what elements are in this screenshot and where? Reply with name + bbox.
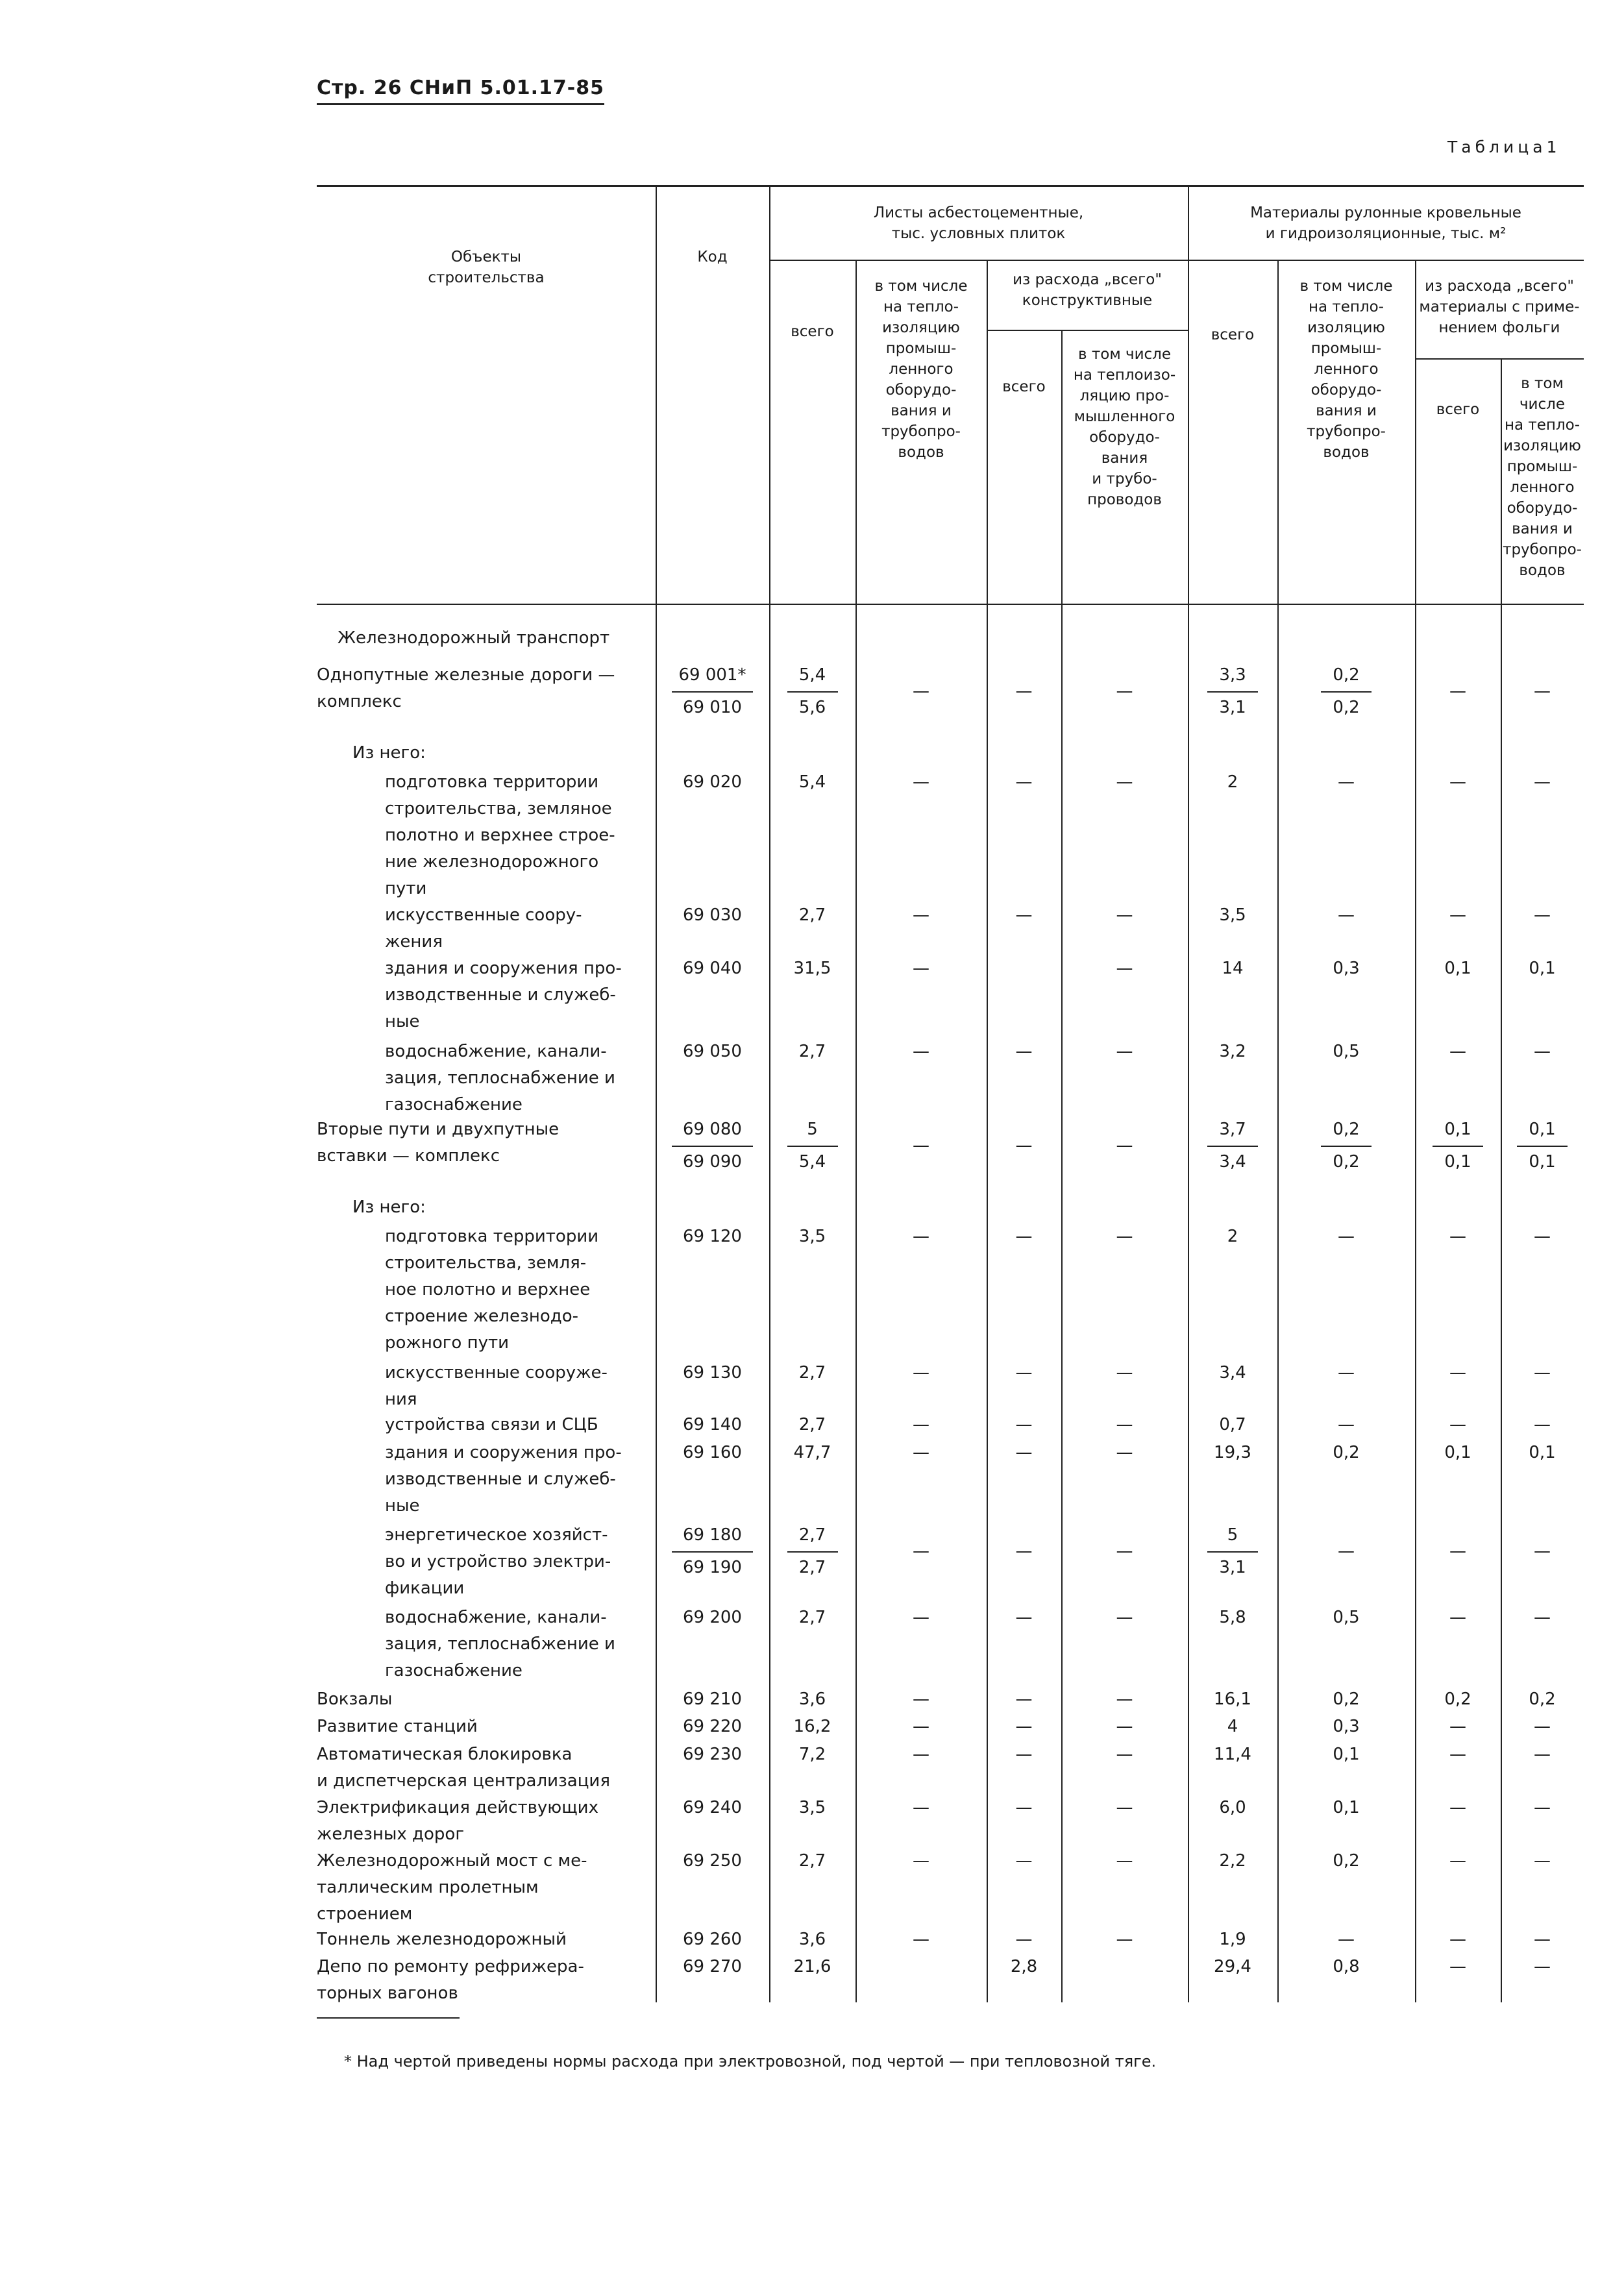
header-roll-total: всего (1211, 326, 1255, 343)
cell-value: — (913, 1745, 929, 1764)
row-code-alt: 69 090 (683, 1152, 742, 1172)
cell-value: — (1015, 1851, 1033, 1871)
row-code: 69 210 (683, 1690, 742, 1709)
cell-value: — (1449, 1717, 1466, 1736)
cell-value: 3,2 (1219, 1042, 1246, 1061)
row-name: устройства связи и СЦБ (385, 1415, 598, 1434)
cell-value: 3,5 (798, 1227, 826, 1246)
cell-value: — (1534, 905, 1551, 925)
cell-value: — (1449, 1957, 1466, 1976)
fraction-rule (672, 1551, 753, 1553)
fraction-rule (672, 691, 753, 693)
header-asbestos-thermal: в том числе на тепло- изоляцию промыш- ленного оборудо- вания и трубопро- водов (874, 278, 968, 461)
row-name: энергетическое хозяйст- во и устройство электри- фикации (385, 1525, 611, 1598)
cell-value: — (913, 1930, 929, 1949)
row-code: 69 140 (683, 1415, 742, 1434)
fraction-rule (1433, 1146, 1483, 1147)
cell-value-alt: 3,4 (1219, 1152, 1246, 1172)
cell-value: 0,2 (1333, 1851, 1360, 1871)
row-name: Вокзалы (317, 1690, 393, 1709)
row-code-alt: 69 190 (683, 1558, 742, 1577)
cell-value: — (1015, 682, 1033, 701)
row-code: 69 080 (683, 1120, 742, 1139)
row-name: искусственные соору- жения (385, 905, 582, 952)
cell-value: — (913, 1717, 929, 1736)
cell-value: — (1015, 1608, 1033, 1627)
cell-value: 2,7 (798, 905, 826, 925)
cell-value: 0,1 (1444, 1443, 1471, 1462)
column-rule (855, 604, 857, 2002)
cell-value: — (1116, 1717, 1133, 1736)
cell-value: 0,1 (1333, 1798, 1360, 1817)
cell-value: 0,1 (1529, 1443, 1556, 1462)
cell-value: — (1015, 1227, 1033, 1246)
cell-value: 47,7 (793, 1443, 831, 1462)
cell-value: — (1015, 1690, 1033, 1709)
row-name: подготовка территории строительства, земляное полотно и верхнее строе- ние железнодорожного пути (385, 772, 615, 898)
cell-value: — (1534, 1542, 1551, 1561)
section-title: Железнодорожный транспорт (338, 628, 610, 648)
row-code: 69 260 (683, 1930, 742, 1949)
cell-value: — (913, 905, 929, 925)
cell-value: — (913, 1415, 929, 1434)
column-rule (1188, 604, 1189, 2002)
cell-value: — (1338, 1227, 1355, 1246)
cell-value-alt: 0,2 (1333, 698, 1360, 717)
cell-value: — (1338, 1415, 1355, 1434)
cell-value: — (1015, 772, 1033, 792)
fraction-rule (787, 1146, 838, 1147)
cell-value: — (1116, 1608, 1133, 1627)
row-subheading: Из него: (352, 1198, 426, 1217)
header-asbestos-constr-thermal: в том числе на теплоизо- ляцию про- мышленного оборудо- вания и трубо- проводов (1073, 346, 1176, 508)
header-roll-foil-thermal: в том числе на тепло- изоляцию промыш- ленного оборудо- вания и трубопро- водов (1503, 375, 1582, 579)
cell-value: — (1015, 1136, 1033, 1155)
cell-value: — (1449, 1363, 1466, 1383)
cell-value: 0,2 (1333, 1443, 1360, 1462)
cell-value: — (913, 1363, 929, 1383)
cell-value: — (1015, 1798, 1033, 1817)
cell-value: — (1449, 905, 1466, 925)
cell-value: 0,2 (1444, 1690, 1471, 1709)
footnote-rule (317, 2017, 460, 2019)
cell-value: — (913, 1798, 929, 1817)
cell-value: 29,4 (1214, 1957, 1251, 1976)
row-code: 69 120 (683, 1227, 742, 1246)
cell-value: — (1015, 1363, 1033, 1383)
row-code: 69 230 (683, 1745, 742, 1764)
cell-value: 2,7 (798, 1608, 826, 1627)
cell-value: 2 (1227, 772, 1238, 792)
cell-value: 3,6 (798, 1690, 826, 1709)
cell-value: — (1449, 1930, 1466, 1949)
cell-value: — (1534, 1957, 1551, 1976)
header-subgroup-rule (987, 330, 1188, 331)
column-rule (769, 604, 770, 2002)
cell-value: 0,1 (1333, 1745, 1360, 1764)
row-name: здания и сооружения про- изводственные и служеб- ные (385, 1443, 622, 1516)
row-name: водоснабжение, канали- зация, теплоснабжение и газоснабжение (385, 1042, 615, 1114)
cell-value: — (913, 1443, 929, 1462)
cell-value: — (1015, 1717, 1033, 1736)
cell-value: — (1449, 1415, 1466, 1434)
row-code: 69 200 (683, 1608, 742, 1627)
cell-value: 0,3 (1333, 1717, 1360, 1736)
cell-value: — (1449, 1608, 1466, 1627)
header-asbestos-constructive: из расхода „всего" конструктивные (1013, 271, 1162, 309)
cell-value: 7,2 (798, 1745, 826, 1764)
cell-value: 2,7 (798, 1042, 826, 1061)
cell-value: 2,7 (798, 1363, 826, 1383)
row-name: Тоннель железнодорожный (317, 1930, 567, 1949)
cell-value: — (913, 772, 929, 792)
cell-value: — (1534, 1608, 1551, 1627)
row-code: 69 130 (683, 1363, 742, 1383)
row-name: Развитие станций (317, 1717, 478, 1736)
cell-value: 3,4 (1219, 1363, 1246, 1383)
cell-value: 3,3 (1219, 665, 1246, 685)
cell-value: 3,5 (1219, 905, 1246, 925)
fraction-rule (672, 1146, 753, 1147)
cell-value: 0,1 (1444, 959, 1471, 978)
cell-value: — (1449, 1798, 1466, 1817)
column-rule (1501, 604, 1502, 2002)
row-name: искусственные сооруже- ния (385, 1363, 608, 1409)
cell-value: — (1534, 1227, 1551, 1246)
cell-value: 0,3 (1333, 959, 1360, 978)
cell-value: 5,4 (798, 665, 826, 685)
cell-value: — (1116, 1542, 1133, 1561)
cell-value-alt: 3,1 (1219, 1558, 1246, 1577)
header-bottom-rule (317, 604, 1584, 605)
cell-value: 0,1 (1529, 1120, 1556, 1139)
fraction-rule (1207, 1551, 1258, 1553)
cell-value: — (913, 959, 929, 978)
fraction-rule (1321, 691, 1372, 693)
cell-value: — (1534, 1798, 1551, 1817)
row-name: Автоматическая блокировка и диспетчерская централизация (317, 1745, 610, 1791)
row-code: 69 160 (683, 1443, 742, 1462)
cell-value: — (1338, 905, 1355, 925)
cell-value: — (1534, 1745, 1551, 1764)
cell-value: — (913, 1608, 929, 1627)
cell-value: — (1015, 905, 1033, 925)
table-label: Таблица1 (1447, 138, 1561, 156)
cell-value: — (1116, 682, 1133, 701)
header-roll-group: Материалы рулонные кровельные и гидроизоляционные, тыс. м² (1250, 204, 1521, 242)
cell-value: 0,1 (1529, 959, 1556, 978)
cell-value: — (1116, 1415, 1133, 1434)
table-top-rule (317, 185, 1584, 187)
cell-value: — (1116, 1690, 1133, 1709)
fraction-rule (1207, 691, 1258, 693)
row-subheading: Из него: (352, 743, 426, 763)
row-code: 69 001* (678, 665, 746, 685)
fraction-rule (1321, 1146, 1372, 1147)
cell-value: — (1116, 959, 1133, 978)
cell-value: 0,7 (1219, 1415, 1246, 1434)
column-rule (1061, 604, 1063, 2002)
row-name: водоснабжение, канали- зация, теплоснабжение и газоснабжение (385, 1608, 615, 1680)
header-divider (987, 260, 988, 604)
row-name: Однопутные железные дороги — комплекс (317, 665, 615, 711)
cell-value: 0,1 (1444, 1120, 1471, 1139)
header-asbestos-total: всего (791, 323, 834, 340)
cell-value: 0,2 (1529, 1690, 1556, 1709)
cell-value: 3,5 (798, 1798, 826, 1817)
fraction-rule (787, 691, 838, 693)
cell-value: — (1116, 1042, 1133, 1061)
cell-value: — (1338, 772, 1355, 792)
cell-value: — (1534, 1042, 1551, 1061)
cell-value: — (1338, 1930, 1355, 1949)
cell-value-alt: 5,4 (798, 1152, 826, 1172)
row-code: 69 020 (683, 772, 742, 792)
row-code: 69 270 (683, 1957, 742, 1976)
cell-value: — (1116, 1851, 1133, 1871)
header-asbestos-constr-total: всего (1002, 378, 1046, 395)
cell-value: 0,2 (1333, 1690, 1360, 1709)
cell-value: — (913, 1851, 929, 1871)
cell-value: 2,7 (798, 1525, 826, 1545)
row-name: здания и сооружения про- изводственные и служеб- ные (385, 959, 622, 1031)
cell-value: — (1449, 1745, 1466, 1764)
cell-value: 3,6 (798, 1930, 826, 1949)
cell-value: — (1534, 772, 1551, 792)
cell-value: 0,5 (1333, 1042, 1360, 1061)
cell-value: — (1015, 1542, 1033, 1561)
cell-value: — (913, 1542, 929, 1561)
cell-value: — (1116, 905, 1133, 925)
cell-value: — (1116, 1136, 1133, 1155)
footnote: * Над чертой приведены нормы расхода при электровозной, под чертой — при тепловозной тяге. (344, 2052, 1157, 2071)
cell-value: — (1534, 1717, 1551, 1736)
row-name: подготовка территории строительства, земля- ное полотно и верхнее строение железнодо- рожного пути (385, 1227, 599, 1353)
row-name: Вторые пути и двухпутные вставки — комплекс (317, 1120, 560, 1166)
cell-value: — (1449, 772, 1466, 792)
cell-value: — (1534, 682, 1551, 701)
cell-value: — (913, 1136, 929, 1155)
cell-value: — (1116, 1443, 1133, 1462)
cell-value: 2 (1227, 1227, 1238, 1246)
fraction-rule (1207, 1146, 1258, 1147)
header-roll-foil-total: всего (1436, 401, 1480, 418)
cell-value: — (913, 1227, 929, 1246)
cell-value: 6,0 (1219, 1798, 1246, 1817)
header-roll-foil: из расхода „всего" материалы с приме- нением фольги (1419, 278, 1580, 336)
cell-value: 2,7 (798, 1415, 826, 1434)
cell-value: 4 (1227, 1717, 1238, 1736)
cell-value: 0,2 (1333, 1120, 1360, 1139)
cell-value: 2,8 (1010, 1957, 1038, 1976)
cell-value: — (1116, 772, 1133, 792)
row-name: Электрификация действующих железных дорог (317, 1798, 598, 1844)
header-code: Код (697, 249, 728, 265)
cell-value: — (913, 682, 929, 701)
cell-value: 16,1 (1214, 1690, 1251, 1709)
cell-value: — (1015, 1443, 1033, 1462)
cell-value: 5 (1227, 1525, 1238, 1545)
cell-value: 14 (1222, 959, 1244, 978)
row-code: 69 030 (683, 905, 742, 925)
cell-value: 16,2 (793, 1717, 831, 1736)
header-asbestos-group: Листы асбестоцементные, тыс. условных плиток (873, 204, 1084, 242)
cell-value: — (1015, 1042, 1033, 1061)
cell-value: — (913, 1042, 929, 1061)
cell-value: 2,2 (1219, 1851, 1246, 1871)
cell-value: — (1116, 1227, 1133, 1246)
cell-value: 11,4 (1214, 1745, 1251, 1764)
row-code: 69 040 (683, 959, 742, 978)
column-rule (656, 604, 657, 2002)
row-code: 69 180 (683, 1525, 742, 1545)
cell-value: 31,5 (793, 959, 831, 978)
row-code: 69 240 (683, 1798, 742, 1817)
cell-value-alt: 0,1 (1529, 1152, 1556, 1172)
header-roll-thermal: в том числе на тепло- изоляцию промыш- ленного оборудо- вания и трубопро- водов (1299, 278, 1393, 461)
cell-value: — (1338, 1542, 1355, 1561)
cell-value: — (1449, 1851, 1466, 1871)
cell-value: 5 (807, 1120, 818, 1139)
cell-value: 0,2 (1333, 665, 1360, 685)
cell-value: 0,5 (1333, 1608, 1360, 1627)
cell-value: — (1534, 1415, 1551, 1434)
row-code: 69 250 (683, 1851, 742, 1871)
cell-value: 5,8 (1219, 1608, 1246, 1627)
cell-value: — (1116, 1798, 1133, 1817)
cell-value: — (1449, 1227, 1466, 1246)
cell-value: — (1338, 1363, 1355, 1383)
cell-value: 21,6 (793, 1957, 831, 1976)
cell-value: — (1015, 1415, 1033, 1434)
cell-value: 3,7 (1219, 1120, 1246, 1139)
row-code-alt: 69 010 (683, 698, 742, 717)
row-code: 69 220 (683, 1717, 742, 1736)
page-header: Стр. 26 СНиП 5.01.17-85 (317, 77, 604, 105)
cell-value: — (1116, 1363, 1133, 1383)
fraction-rule (1517, 1146, 1568, 1147)
cell-value: — (1534, 1930, 1551, 1949)
cell-value-alt: 0,1 (1444, 1152, 1471, 1172)
header-group-rule (769, 260, 1584, 261)
cell-value-alt: 2,7 (798, 1558, 826, 1577)
row-name: Железнодорожный мост с ме- таллическим пролетным строением (317, 1851, 587, 1924)
cell-value: 5,4 (798, 772, 826, 792)
column-rule (987, 604, 988, 2002)
cell-value: — (1015, 1930, 1033, 1949)
cell-value: — (1534, 1363, 1551, 1383)
column-rule (1415, 604, 1416, 2002)
cell-value: — (1449, 1042, 1466, 1061)
cell-value-alt: 5,6 (798, 698, 826, 717)
cell-value: — (1449, 682, 1466, 701)
fraction-rule (787, 1551, 838, 1553)
header-objects: Объекты строительства (428, 249, 545, 286)
header-divider (1188, 185, 1189, 604)
header-divider (769, 185, 770, 604)
cell-value: — (1116, 1745, 1133, 1764)
header-subgroup-rule (1415, 358, 1584, 360)
cell-value-alt: 0,2 (1333, 1152, 1360, 1172)
cell-value: — (1116, 1930, 1133, 1949)
cell-value: 2,7 (798, 1851, 826, 1871)
cell-value: 0,8 (1333, 1957, 1360, 1976)
cell-value: — (1534, 1851, 1551, 1871)
cell-value: — (913, 1690, 929, 1709)
cell-value-alt: 3,1 (1219, 698, 1246, 717)
column-rule (1277, 604, 1279, 2002)
row-name: Депо по ремонту рефрижера- торных вагонов (317, 1957, 584, 2003)
cell-value: 19,3 (1214, 1443, 1251, 1462)
cell-value: — (1449, 1542, 1466, 1561)
cell-value: — (1015, 1745, 1033, 1764)
cell-value: 1,9 (1219, 1930, 1246, 1949)
row-code: 69 050 (683, 1042, 742, 1061)
